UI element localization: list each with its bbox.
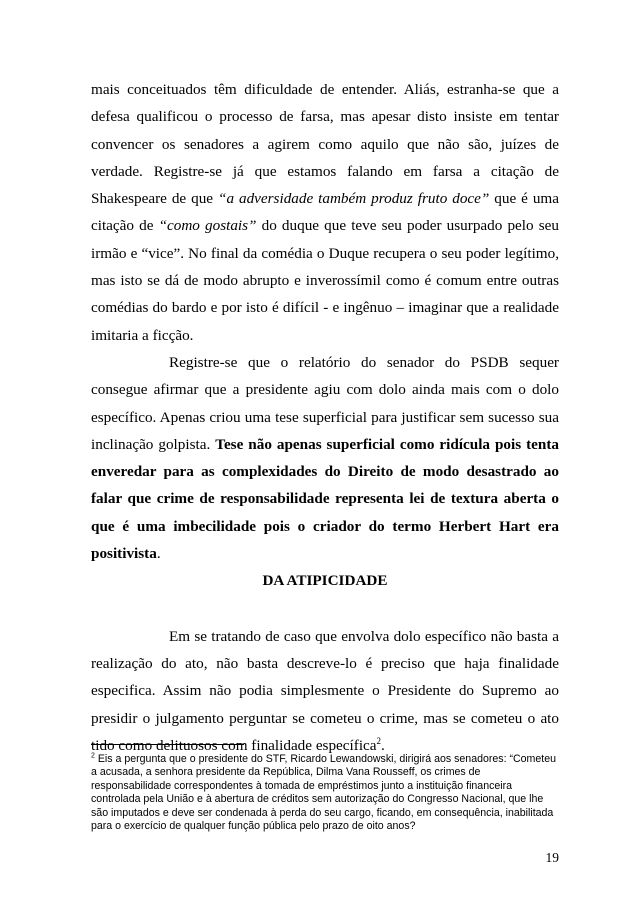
paragraph-1-text-c: do duque que teve seu poder usurpado pelo seu irmão e “vice”. No final da comédia o Duque recupera o seu poder legítimo, mas isto se dá de modo abrupto e inverossímil como é comum entre outras comédias do bardo e por isto é difícil - e ingênuo – imaginar que a realidade imitaria a ficção.: [91, 217, 559, 344]
paragraph-2-bold-text: Tese não apenas superficial como ridícula pois tenta enveredar para as complexidades do Direito de modo desastrado ao falar que crime de responsabilidade representa lei de textura aberta o que é uma imbecilidade pois o criador do termo Herbert Hart era positivista: [91, 435, 559, 563]
quote-adversidade: “a adversidade também produz fruto doce”: [218, 190, 490, 208]
paragraph-1-text-a: mais conceituados têm dificuldade de entender. Aliás, estranha-se que a defesa qualificou o processo de farsa, mas apesar disto insiste em tentar convencer os senadores a agirem como aquilo que não são, juízes de verdade. Registre-se já que estamos falando em farsa a citação de Shakespeare de que: [91, 81, 559, 208]
paragraph-3: [91, 623, 559, 759]
footnote-divider: [91, 744, 244, 745]
paragraph-1-text-b: que é uma citação de: [91, 190, 559, 235]
paragraph-2: [91, 349, 559, 567]
paragraph-3-end: .: [381, 736, 385, 754]
paragraph-2-text: Registre-se que o relatório do senador do PSDB sequer consegue afirmar que a presidente agiu com dolo ainda mais com o dolo específico. Apenas criou uma tese superficial para justificar sem sucesso sua inclinação golpista.: [91, 353, 559, 453]
paragraph-1: [91, 76, 559, 349]
paragraph-3-text: Em se tratando de caso que envolva dolo específico não basta a realização do ato, não basta descreve-lo é preciso que haja finalidade especifica. Assim não podia simplesmente o Presidente do Supremo ao presidir o julgamento perguntar se cometeu o crime, mas se cometeu o ato tido como delituosos com finalidade específica: [91, 627, 559, 754]
body-text: [91, 76, 559, 759]
footnote: [91, 753, 563, 833]
paragraph-2-end: .: [156, 545, 161, 563]
footnote-number: 2: [91, 752, 95, 760]
section-heading: DA ATIPICIDADE: [262, 572, 388, 590]
footnote-reference[interactable]: 2: [376, 735, 382, 746]
footnote-text: Eis a pergunta que o presidente do STF, Ricardo Lewandowski, dirigirá aos senadores: “Cometeu a acusada, a senhora presidente da República, Dilma Vana Rousseff, os crimes de responsabilidade correspondentes à tomada de empréstimos junto a instituição financeira controlada pela União e à abertura de créditos sem autorização do Congresso Nacional, que lhe são imputados e deve ser condenada à perda do seu cargo, ficando, em consequência, inabilitada para o exercício de qualquer função pública pelo prazo de oito anos?: [91, 753, 556, 833]
page-number: 19: [545, 850, 559, 865]
quote-como-gostais: “como gostais”: [158, 217, 257, 235]
